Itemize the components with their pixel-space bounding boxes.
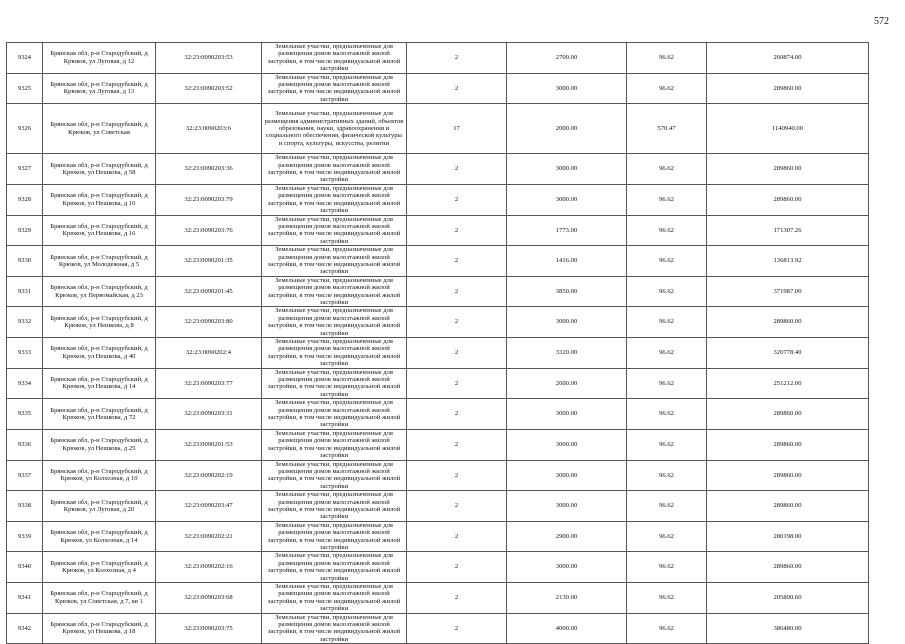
row-number-cell: 9333 xyxy=(7,338,43,369)
cadastral-value-cell: 280198.00 xyxy=(707,521,869,552)
cadastral-value-cell: 289860.00 xyxy=(707,184,869,215)
row-number-cell: 9335 xyxy=(7,399,43,430)
use-group-cell: 2 xyxy=(407,307,507,338)
cadastral-value-cell: 251212.00 xyxy=(707,368,869,399)
address-cell: Брянская обл, р-н Стародубский, д Крюков, ул Луговая, д 20 xyxy=(43,491,156,522)
cadastral-value-cell: 289860.00 xyxy=(707,399,869,430)
cadastral-number-cell: 32:23:0090201:53 xyxy=(156,429,262,460)
cadastral-number-cell: 32:23:0090203:75 xyxy=(156,613,262,644)
use-group-cell: 2 xyxy=(407,338,507,369)
permitted-use-cell: Земельные участки, предназначенные для размещения домов малоэтажной жилой застройки, в том числе индивидуальной жилой застройки xyxy=(262,154,407,185)
permitted-use-cell: Земельные участки, предназначенные для размещения административных зданий, объектов образования, науки, здравоохранения и социального обеспечения, физической культуры и спорта, культуры, искусства, религии xyxy=(262,104,407,154)
cadastral-number-cell: 32:23:0090203:47 xyxy=(156,491,262,522)
address-cell: Брянская обл, р-н Стародубский, д Крюков, ул Первомайская, д 23 xyxy=(43,276,156,307)
area-cell: 3000.00 xyxy=(507,429,627,460)
address-cell: Брянская обл, р-н Стародубский, д Крюков, ул Нешкова, д 58 xyxy=(43,154,156,185)
row-number-cell: 9327 xyxy=(7,154,43,185)
address-cell: Брянская обл, р-н Стародубский, д Крюков, ул Молодежная, д 5 xyxy=(43,246,156,277)
address-cell: Брянская обл, р-н Стародубский, д Крюков, ул Нешкова, д 25 xyxy=(43,429,156,460)
area-cell: 4000.00 xyxy=(507,613,627,644)
area-cell: 3000.00 xyxy=(507,73,627,104)
specific-value-cell: 96.62 xyxy=(627,276,707,307)
area-cell: 3000.00 xyxy=(507,491,627,522)
use-group-cell: 2 xyxy=(407,43,507,74)
specific-value-cell: 96.62 xyxy=(627,583,707,614)
cadastral-value-cell: 289860.00 xyxy=(707,491,869,522)
table-row xyxy=(7,491,869,522)
use-group-cell: 2 xyxy=(407,184,507,215)
row-number-cell: 9331 xyxy=(7,276,43,307)
permitted-use-cell: Земельные участки, предназначенные для размещения домов малоэтажной жилой застройки, в том числе индивидуальной жилой застройки xyxy=(262,521,407,552)
cadastral-value-cell: 289860.00 xyxy=(707,73,869,104)
specific-value-cell: 96.62 xyxy=(627,552,707,583)
specific-value-cell: 96.62 xyxy=(627,215,707,246)
specific-value-cell: 96.62 xyxy=(627,491,707,522)
specific-value-cell: 96.62 xyxy=(627,429,707,460)
cadastral-value-table xyxy=(6,42,869,644)
cadastral-number-cell: 32:23:0090203:53 xyxy=(156,43,262,74)
cadastral-value-cell: 260874.00 xyxy=(707,43,869,74)
table-row xyxy=(7,246,869,277)
table-row xyxy=(7,521,869,552)
address-cell: Брянская обл, р-н Стародубский, д Крюков, ул Луговая, д 13 xyxy=(43,73,156,104)
use-group-cell: 2 xyxy=(407,215,507,246)
area-cell: 3000.00 xyxy=(507,184,627,215)
specific-value-cell: 96.62 xyxy=(627,73,707,104)
area-cell: 3000.00 xyxy=(507,399,627,430)
table-row xyxy=(7,307,869,338)
address-cell: Брянская обл, р-н Стародубский, д Крюков, ул Нешкова, д 8 xyxy=(43,307,156,338)
permitted-use-cell: Земельные участки, предназначенные для размещения домов малоэтажной жилой застройки, в том числе индивидуальной жилой застройки xyxy=(262,338,407,369)
address-cell: Брянская обл, р-н Стародубский, д Крюков, ул Нешкова, д 72 xyxy=(43,399,156,430)
cadastral-number-cell: 32:23:0090203:68 xyxy=(156,583,262,614)
use-group-cell: 2 xyxy=(407,521,507,552)
row-number-cell: 9336 xyxy=(7,429,43,460)
cadastral-value-cell: 371987.00 xyxy=(707,276,869,307)
address-cell: Брянская обл, р-н Стародубский, д Крюков, ул Нешкова, д 16 xyxy=(43,215,156,246)
cadastral-number-cell: 32:23:0090203:31 xyxy=(156,399,262,430)
specific-value-cell: 96.62 xyxy=(627,246,707,277)
row-number-cell: 9329 xyxy=(7,215,43,246)
permitted-use-cell: Земельные участки, предназначенные для размещения домов малоэтажной жилой застройки, в том числе индивидуальной жилой застройки xyxy=(262,552,407,583)
cadastral-value-cell: 289860.00 xyxy=(707,154,869,185)
table-row xyxy=(7,552,869,583)
permitted-use-cell: Земельные участки, предназначенные для размещения домов малоэтажной жилой застройки, в том числе индивидуальной жилой застройки xyxy=(262,215,407,246)
specific-value-cell: 96.62 xyxy=(627,338,707,369)
permitted-use-cell: Земельные участки, предназначенные для размещения домов малоэтажной жилой застройки, в том числе индивидуальной жилой застройки xyxy=(262,368,407,399)
area-cell: 1416.00 xyxy=(507,246,627,277)
table-row xyxy=(7,429,869,460)
address-cell: Брянская обл, р-н Стародубский, д Крюков, ул Советская xyxy=(43,104,156,154)
permitted-use-cell: Земельные участки, предназначенные для размещения домов малоэтажной жилой застройки, в том числе индивидуальной жилой застройки xyxy=(262,491,407,522)
cadastral-value-cell: 289860.00 xyxy=(707,307,869,338)
area-cell: 2700.00 xyxy=(507,43,627,74)
area-cell: 3320.00 xyxy=(507,338,627,369)
cadastral-number-cell: 32:23:0090203:6 xyxy=(156,104,262,154)
use-group-cell: 2 xyxy=(407,399,507,430)
area-cell: 2600.00 xyxy=(507,368,627,399)
table-body xyxy=(7,43,869,644)
cadastral-number-cell: 32:23:0090203:36 xyxy=(156,154,262,185)
cadastral-number-cell: 32:23:0090203:52 xyxy=(156,73,262,104)
use-group-cell: 2 xyxy=(407,613,507,644)
row-number-cell: 9341 xyxy=(7,583,43,614)
use-group-cell: 2 xyxy=(407,583,507,614)
use-group-cell: 17 xyxy=(407,104,507,154)
area-cell: 3000.00 xyxy=(507,460,627,491)
table-row xyxy=(7,583,869,614)
specific-value-cell: 96.62 xyxy=(627,368,707,399)
cadastral-value-cell: 289860.00 xyxy=(707,552,869,583)
row-number-cell: 9340 xyxy=(7,552,43,583)
specific-value-cell: 96.62 xyxy=(627,43,707,74)
specific-value-cell: 96.62 xyxy=(627,613,707,644)
table-row xyxy=(7,399,869,430)
row-number-cell: 9326 xyxy=(7,104,43,154)
address-cell: Брянская обл, р-н Стародубский, д Крюков, ул Нешкова, д 10 xyxy=(43,184,156,215)
use-group-cell: 2 xyxy=(407,491,507,522)
specific-value-cell: 96.62 xyxy=(627,184,707,215)
address-cell: Брянская обл, р-н Стародубский, д Крюков, ул Колхозная, д 14 xyxy=(43,521,156,552)
specific-value-cell: 570.47 xyxy=(627,104,707,154)
specific-value-cell: 96.62 xyxy=(627,399,707,430)
table-row xyxy=(7,613,869,644)
table-row xyxy=(7,460,869,491)
area-cell: 2130.00 xyxy=(507,583,627,614)
cadastral-number-cell: 32:23:0090201:45 xyxy=(156,276,262,307)
row-number-cell: 9324 xyxy=(7,43,43,74)
cadastral-number-cell: 32:23:0090203:77 xyxy=(156,368,262,399)
permitted-use-cell: Земельные участки, предназначенные для размещения домов малоэтажной жилой застройки, в том числе индивидуальной жилой застройки xyxy=(262,184,407,215)
permitted-use-cell: Земельные участки, предназначенные для размещения домов малоэтажной жилой застройки, в том числе индивидуальной жилой застройки xyxy=(262,429,407,460)
cadastral-number-cell: 32:23:0090202:4 xyxy=(156,338,262,369)
use-group-cell: 2 xyxy=(407,368,507,399)
permitted-use-cell: Земельные участки, предназначенные для размещения домов малоэтажной жилой застройки, в том числе индивидуальной жилой застройки xyxy=(262,307,407,338)
table-row xyxy=(7,368,869,399)
permitted-use-cell: Земельные участки, предназначенные для размещения домов малоэтажной жилой застройки, в том числе индивидуальной жилой застройки xyxy=(262,276,407,307)
cadastral-number-cell: 32:23:0090202:16 xyxy=(156,552,262,583)
area-cell: 3850.00 xyxy=(507,276,627,307)
table-row xyxy=(7,184,869,215)
area-cell: 3000.00 xyxy=(507,307,627,338)
cadastral-value-cell: 171307.26 xyxy=(707,215,869,246)
area-cell: 3000.00 xyxy=(507,154,627,185)
specific-value-cell: 96.62 xyxy=(627,154,707,185)
cadastral-number-cell: 32:23:0090203:76 xyxy=(156,215,262,246)
permitted-use-cell: Земельные участки, предназначенные для размещения домов малоэтажной жилой застройки, в том числе индивидуальной жилой застройки xyxy=(262,613,407,644)
use-group-cell: 2 xyxy=(407,154,507,185)
area-cell: 3000.00 xyxy=(507,552,627,583)
table-row xyxy=(7,338,869,369)
address-cell: Брянская обл, р-н Стародубский, д Крюков, ул Нешкова, д 18 xyxy=(43,613,156,644)
address-cell: Брянская обл, р-н Стародубский, д Крюков, ул Колхозная, д 4 xyxy=(43,552,156,583)
permitted-use-cell: Земельные участки, предназначенные для размещения домов малоэтажной жилой застройки, в том числе индивидуальной жилой застройки xyxy=(262,399,407,430)
table-row xyxy=(7,73,869,104)
cadastral-value-cell: 289860.00 xyxy=(707,460,869,491)
table-row xyxy=(7,215,869,246)
use-group-cell: 2 xyxy=(407,276,507,307)
row-number-cell: 9330 xyxy=(7,246,43,277)
area-cell: 1773.00 xyxy=(507,215,627,246)
cadastral-value-cell: 320778.40 xyxy=(707,338,869,369)
use-group-cell: 2 xyxy=(407,429,507,460)
specific-value-cell: 96.62 xyxy=(627,460,707,491)
use-group-cell: 2 xyxy=(407,73,507,104)
row-number-cell: 9337 xyxy=(7,460,43,491)
address-cell: Брянская обл, р-н Стародубский, д Крюков, ул Колхозная, д 10 xyxy=(43,460,156,491)
permitted-use-cell: Земельные участки, предназначенные для размещения домов малоэтажной жилой застройки, в том числе индивидуальной жилой застройки xyxy=(262,73,407,104)
permitted-use-cell: Земельные участки, предназначенные для размещения домов малоэтажной жилой застройки, в том числе индивидуальной жилой застройки xyxy=(262,583,407,614)
cadastral-number-cell: 32:23:0090202:19 xyxy=(156,460,262,491)
cadastral-value-cell: 386480.00 xyxy=(707,613,869,644)
address-cell: Брянская обл, р-н Стародубский, д Крюков, ул Советская, д 7, кв 1 xyxy=(43,583,156,614)
use-group-cell: 2 xyxy=(407,552,507,583)
row-number-cell: 9339 xyxy=(7,521,43,552)
row-number-cell: 9342 xyxy=(7,613,43,644)
area-cell: 2900.00 xyxy=(507,521,627,552)
row-number-cell: 9328 xyxy=(7,184,43,215)
use-group-cell: 2 xyxy=(407,460,507,491)
table-row xyxy=(7,276,869,307)
address-cell: Брянская обл, р-н Стародубский, д Крюков, ул Нешкова, д 40 xyxy=(43,338,156,369)
table-row xyxy=(7,43,869,74)
permitted-use-cell: Земельные участки, предназначенные для размещения домов малоэтажной жилой застройки, в том числе индивидуальной жилой застройки xyxy=(262,43,407,74)
address-cell: Брянская обл, р-н Стародубский, д Крюков, ул Нешкова, д 14 xyxy=(43,368,156,399)
specific-value-cell: 96.62 xyxy=(627,307,707,338)
cadastral-value-cell: 1140940.00 xyxy=(707,104,869,154)
specific-value-cell: 96.62 xyxy=(627,521,707,552)
row-number-cell: 9325 xyxy=(7,73,43,104)
address-cell: Брянская обл, р-н Стародубский, д Крюков, ул Луговая, д 12 xyxy=(43,43,156,74)
table-row xyxy=(7,154,869,185)
cadastral-value-cell: 205800.60 xyxy=(707,583,869,614)
cadastral-number-cell: 32:23:0090201:35 xyxy=(156,246,262,277)
page-number: 572 xyxy=(874,16,889,27)
cadastral-number-cell: 32:23:0090202:21 xyxy=(156,521,262,552)
cadastral-number-cell: 32:23:0090203:80 xyxy=(156,307,262,338)
permitted-use-cell: Земельные участки, предназначенные для размещения домов малоэтажной жилой застройки, в том числе индивидуальной жилой застройки xyxy=(262,246,407,277)
use-group-cell: 2 xyxy=(407,246,507,277)
row-number-cell: 9338 xyxy=(7,491,43,522)
permitted-use-cell: Земельные участки, предназначенные для размещения домов малоэтажной жилой застройки, в том числе индивидуальной жилой застройки xyxy=(262,460,407,491)
cadastral-value-cell: 136813.92 xyxy=(707,246,869,277)
row-number-cell: 9332 xyxy=(7,307,43,338)
cadastral-number-cell: 32:23:0090203:79 xyxy=(156,184,262,215)
area-cell: 2000.00 xyxy=(507,104,627,154)
table-row xyxy=(7,104,869,154)
row-number-cell: 9334 xyxy=(7,368,43,399)
cadastral-value-cell: 289860.00 xyxy=(707,429,869,460)
